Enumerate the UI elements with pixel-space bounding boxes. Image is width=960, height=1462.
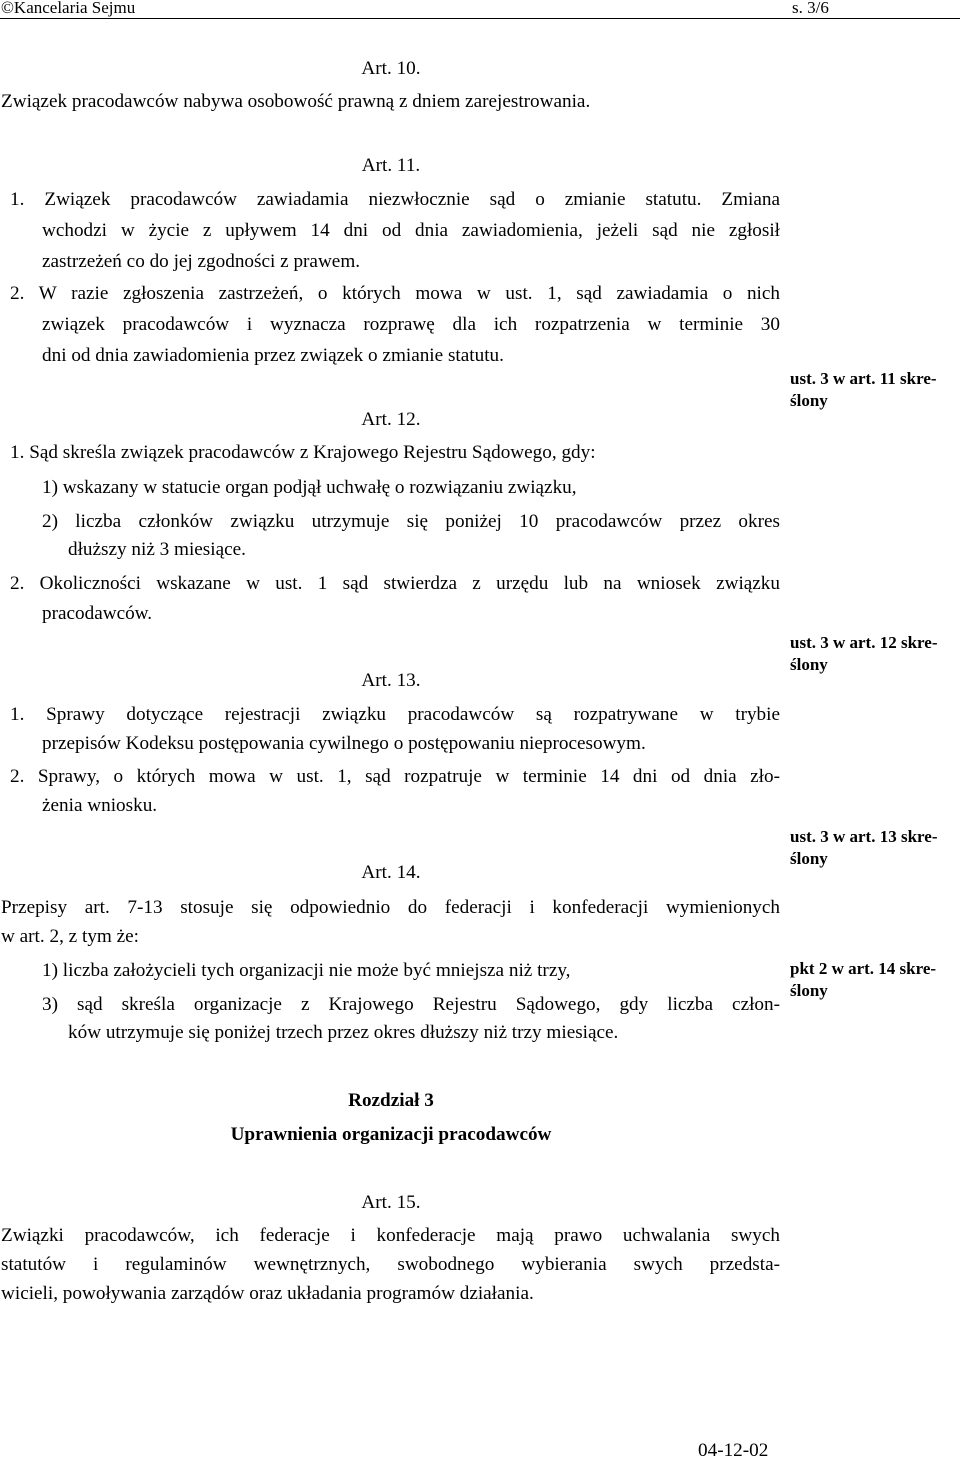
chapter-title: Uprawnienia organizacji pracodawców [230,1124,552,1145]
art-13-note-line-2: ślony [790,849,828,868]
art-12-line-1: 1. Sąd skreśla związek pracodawców z Krajowego Rejestru Sądowego, gdy: [10,442,596,463]
art-13-margin-note [790,826,958,870]
footer-date: 04-12-02 [698,1440,769,1461]
art-11-line-2: wchodzi w życie z upływem 14 dni od dnia zawiadomienia, jeżeli sąd nie zgłosił [42,220,780,241]
chapter-number: Rozdział 3 [348,1090,434,1111]
art-12-line-4: dłuższy niż 3 miesiące. [68,539,246,560]
art-14-note-line-2: ślony [790,981,828,1000]
art-12-note-line-1: ust. 3 w art. 12 skre- [790,633,938,652]
art-13-line-3: 2. Sprawy, o których mowa w ust. 1, sąd rozpatruje w terminie 14 dni od dnia zło- [10,766,780,787]
art-11-line-6: dni od dnia zawiadomienia przez związek o zmianie statutu. [42,345,504,366]
art-12-heading: Art. 12. [361,409,421,430]
art-13-line-2: przepisów Kodeksu postępowania cywilnego o postępowaniu nieprocesowym. [42,733,646,754]
art-14-margin-note [790,958,958,1002]
art-13-line-1: 1. Sprawy dotyczące rejestracji związku pracodawców są rozpatrywane w trybie [10,704,780,725]
art-11-margin-note [790,368,958,412]
header-copyright: ©Kancelaria Sejmu [1,0,136,17]
header-divider [0,18,960,19]
art-11-note-line-1: ust. 3 w art. 11 skre- [790,369,937,388]
art-11-line-4: 2. W razie zgłoszenia zastrzeżeń, o których mowa w ust. 1, sąd zawiadamia o nich [10,283,780,304]
art-14-note-line-1: pkt 2 w art. 14 skre- [790,959,937,978]
art-15-line-3: wicieli, powoływania zarządów oraz układania programów działania. [1,1283,534,1304]
art-12-line-2: 1) wskazany w statucie organ podjął uchwałę o rozwiązaniu związku, [42,477,577,498]
art-14-line-3: 1) liczba założycieli tych organizacji nie może być mniejsza niż trzy, [42,960,571,981]
art-14-line-1: Przepisy art. 7-13 stosuje się odpowiednio do federacji i konfederacji wymienionych [1,897,780,918]
art-13-heading: Art. 13. [361,670,421,691]
art-11-heading: Art. 11. [361,155,421,176]
art-12-line-5: 2. Okoliczności wskazane w ust. 1 sąd stwierdza z urzędu lub na wniosek związku [10,573,780,594]
art-11-line-3: zastrzeżeń co do jej zgodności z prawem. [42,251,361,272]
art-13-note-line-1: ust. 3 w art. 13 skre- [790,827,938,846]
art-12-line-3: 2) liczba członków związku utrzymuje się poniżej 10 pracodawców przez okres [42,511,780,532]
art-10-heading: Art. 10. [361,58,421,79]
page-number: s. 3/6 [792,0,829,17]
art-12-line-6: pracodawców. [42,603,153,624]
art-14-heading: Art. 14. [361,862,421,883]
art-15-line-2: statutów i regulaminów wewnętrznych, swobodnego wybierania swych przedsta- [1,1254,780,1275]
art-14-line-5: ków utrzymuje się poniżej trzech przez okres dłuższy niż trzy miesiące. [68,1022,619,1043]
art-15-line-1: Związki pracodawców, ich federacje i konfederacje mają prawo uchwalania swych [1,1225,780,1246]
art-12-note-line-2: ślony [790,655,828,674]
art-11-line-1: 1. Związek pracodawców zawiadamia niezwłocznie sąd o zmianie statutu. Zmiana [10,189,780,210]
art-10-text: Związek pracodawców nabywa osobowość prawną z dniem zarejestrowania. [1,91,591,112]
art-11-line-5: związek pracodawców i wyznacza rozprawę dla ich rozpatrzenia w terminie 30 [42,314,780,335]
art-15-heading: Art. 15. [361,1192,421,1213]
art-12-margin-note [790,632,958,676]
art-14-line-2: w art. 2, z tym że: [1,926,139,947]
art-14-line-4: 3) sąd skreśla organizacje z Krajowego Rejestru Sądowego, gdy liczba człon- [42,994,780,1015]
art-13-line-4: żenia wniosku. [42,795,158,816]
art-11-note-line-2: ślony [790,391,828,410]
